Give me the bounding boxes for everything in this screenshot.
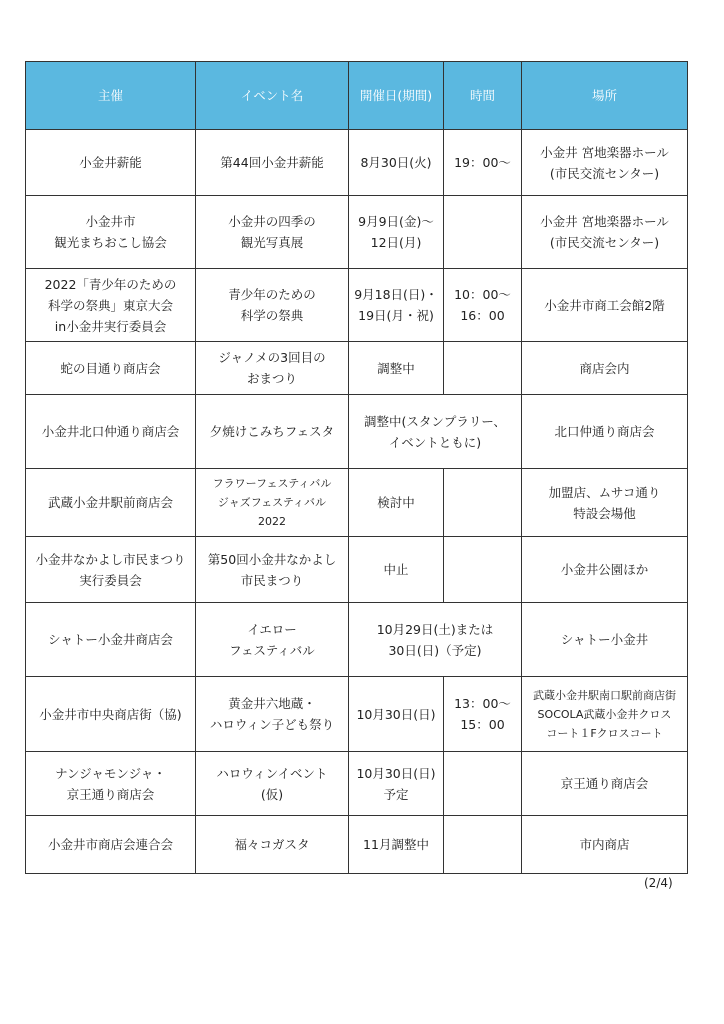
table-row <box>26 677 688 752</box>
place-cell: 市内商店 <box>522 816 688 874</box>
organizer-cell: 蛇の目通り商店会 <box>26 342 196 395</box>
place-cell: 小金井市商工会館2階 <box>522 269 688 342</box>
date-cell: 9月9日(金)～ 12日(月) <box>349 196 444 269</box>
header-event-name: イベント名 <box>196 62 349 130</box>
table-row <box>26 130 688 196</box>
event-cell: 福々コガスタ <box>196 816 349 874</box>
time-cell: 10：00～ 16：00 <box>444 269 522 342</box>
header-date: 開催日(期間) <box>349 62 444 130</box>
organizer-cell: 小金井市商店会連合会 <box>26 816 196 874</box>
table-row <box>26 269 688 342</box>
date-cell: 8月30日(火) <box>349 130 444 196</box>
time-cell: 13：00～ 15：00 <box>444 677 522 752</box>
event-cell: 第50回小金井なかよし 市民まつり <box>196 537 349 603</box>
event-cell: イエロー フェスティバル <box>196 603 349 677</box>
organizer-cell: 小金井市 観光まちおこし協会 <box>26 196 196 269</box>
table-row <box>26 752 688 816</box>
event-cell: 青少年のための 科学の祭典 <box>196 269 349 342</box>
place-cell: 加盟店、ムサコ通り 特設会場他 <box>522 469 688 537</box>
organizer-cell: 小金井薪能 <box>26 130 196 196</box>
date-cell: 中止 <box>349 537 444 603</box>
time-cell <box>444 537 522 603</box>
organizer-cell: 2022「青少年のための 科学の祭典」東京大会 in小金井実行委員会 <box>26 269 196 342</box>
date-cell: 10月30日(日) <box>349 677 444 752</box>
organizer-cell: シャトー小金井商店会 <box>26 603 196 677</box>
time-cell <box>444 816 522 874</box>
date-cell: 11月調整中 <box>349 816 444 874</box>
time-cell: 19：00～ <box>444 130 522 196</box>
time-cell <box>444 342 522 395</box>
place-cell: シャトー小金井 <box>522 603 688 677</box>
date-cell: 調整中(スタンプラリー、 イベントともに) <box>349 395 522 469</box>
place-cell: 小金井 宮地楽器ホール (市民交流センター) <box>522 196 688 269</box>
table-header-row <box>26 62 688 130</box>
event-cell: 小金井の四季の 観光写真展 <box>196 196 349 269</box>
table-row <box>26 395 688 469</box>
place-cell: 小金井 宮地楽器ホール (市民交流センター) <box>522 130 688 196</box>
page-number: (2/4) <box>644 876 673 890</box>
event-cell: フラワーフェスティバル ジャズフェスティバル 2022 <box>196 469 349 537</box>
organizer-cell: ナンジャモンジャ・ 京王通り商店会 <box>26 752 196 816</box>
event-cell: ジャノメの3回目の おまつり <box>196 342 349 395</box>
place-cell: 京王通り商店会 <box>522 752 688 816</box>
table-row <box>26 342 688 395</box>
time-cell <box>444 196 522 269</box>
organizer-cell: 小金井北口仲通り商店会 <box>26 395 196 469</box>
organizer-cell: 小金井なかよし市民まつり 実行委員会 <box>26 537 196 603</box>
event-cell: 黄金井六地蔵・ ハロウィン子ども祭り <box>196 677 349 752</box>
place-cell: 武蔵小金井駅南口駅前商店街 SOCOLA武蔵小金井クロス コート１Fクロスコート <box>522 677 688 752</box>
date-cell: 9月18日(日)・ 19日(月・祝) <box>349 269 444 342</box>
place-cell: 小金井公園ほか <box>522 537 688 603</box>
table-row <box>26 816 688 874</box>
events-table <box>25 61 688 874</box>
date-cell: 調整中 <box>349 342 444 395</box>
organizer-cell: 武蔵小金井駅前商店会 <box>26 469 196 537</box>
date-cell: 検討中 <box>349 469 444 537</box>
date-cell: 10月30日(日) 予定 <box>349 752 444 816</box>
table-row <box>26 196 688 269</box>
event-cell: ハロウィンイベント (仮) <box>196 752 349 816</box>
event-cell: 第44回小金井薪能 <box>196 130 349 196</box>
header-time: 時間 <box>444 62 522 130</box>
organizer-cell: 小金井市中央商店街（協) <box>26 677 196 752</box>
place-cell: 商店会内 <box>522 342 688 395</box>
date-cell: 10月29日(土)または 30日(日)（予定) <box>349 603 522 677</box>
event-cell: 夕焼けこみちフェスタ <box>196 395 349 469</box>
time-cell <box>444 752 522 816</box>
table-row <box>26 603 688 677</box>
table-row <box>26 537 688 603</box>
header-place: 場所 <box>522 62 688 130</box>
place-cell: 北口仲通り商店会 <box>522 395 688 469</box>
table-row <box>26 469 688 537</box>
header-organizer: 主催 <box>26 62 196 130</box>
time-cell <box>444 469 522 537</box>
